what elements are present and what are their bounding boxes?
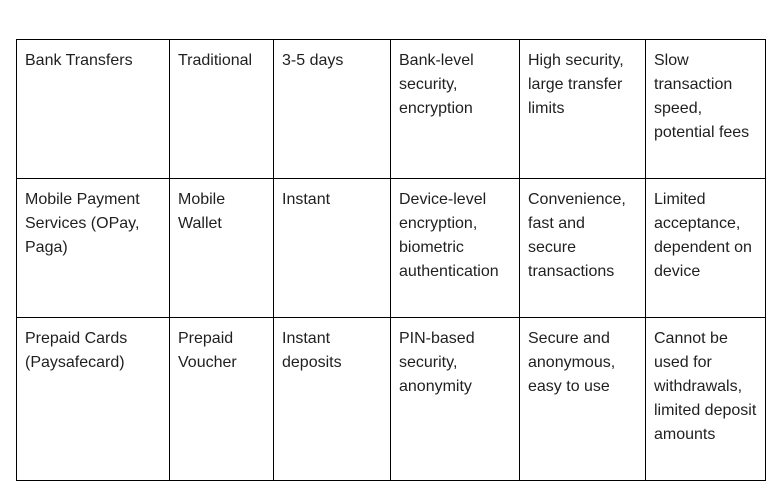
cell-cons: Limited acceptance, dependent on device: [646, 179, 766, 318]
table-row-mobile-payment: [17, 179, 766, 318]
cell-security: Device-level encryption, biometric authentication: [391, 179, 520, 318]
cell-method: Bank Transfers: [17, 40, 170, 179]
cell-type: Prepaid Voucher: [170, 318, 274, 481]
table-row-prepaid-cards: [17, 318, 766, 481]
cell-pros: Secure and anonymous, easy to use: [520, 318, 646, 481]
cell-type: Mobile Wallet: [170, 179, 274, 318]
cell-security: PIN-based security, anonymity: [391, 318, 520, 481]
cell-cons: Slow transaction speed, potential fees: [646, 40, 766, 179]
cell-speed: Instant: [274, 179, 391, 318]
cell-pros: Convenience, fast and secure transactions: [520, 179, 646, 318]
payment-methods-table: [16, 39, 766, 481]
cell-pros: High security, large transfer limits: [520, 40, 646, 179]
cell-method: Mobile Payment Services (OPay, Paga): [17, 179, 170, 318]
cell-type: Traditional: [170, 40, 274, 179]
cell-cons: Cannot be used for withdrawals, limited deposit amounts: [646, 318, 766, 481]
table-row-bank-transfers: [17, 40, 766, 179]
cell-security: Bank-level security, encryption: [391, 40, 520, 179]
cell-speed: 3-5 days: [274, 40, 391, 179]
cell-method: Prepaid Cards (Paysafecard): [17, 318, 170, 481]
cell-speed: Instant deposits: [274, 318, 391, 481]
